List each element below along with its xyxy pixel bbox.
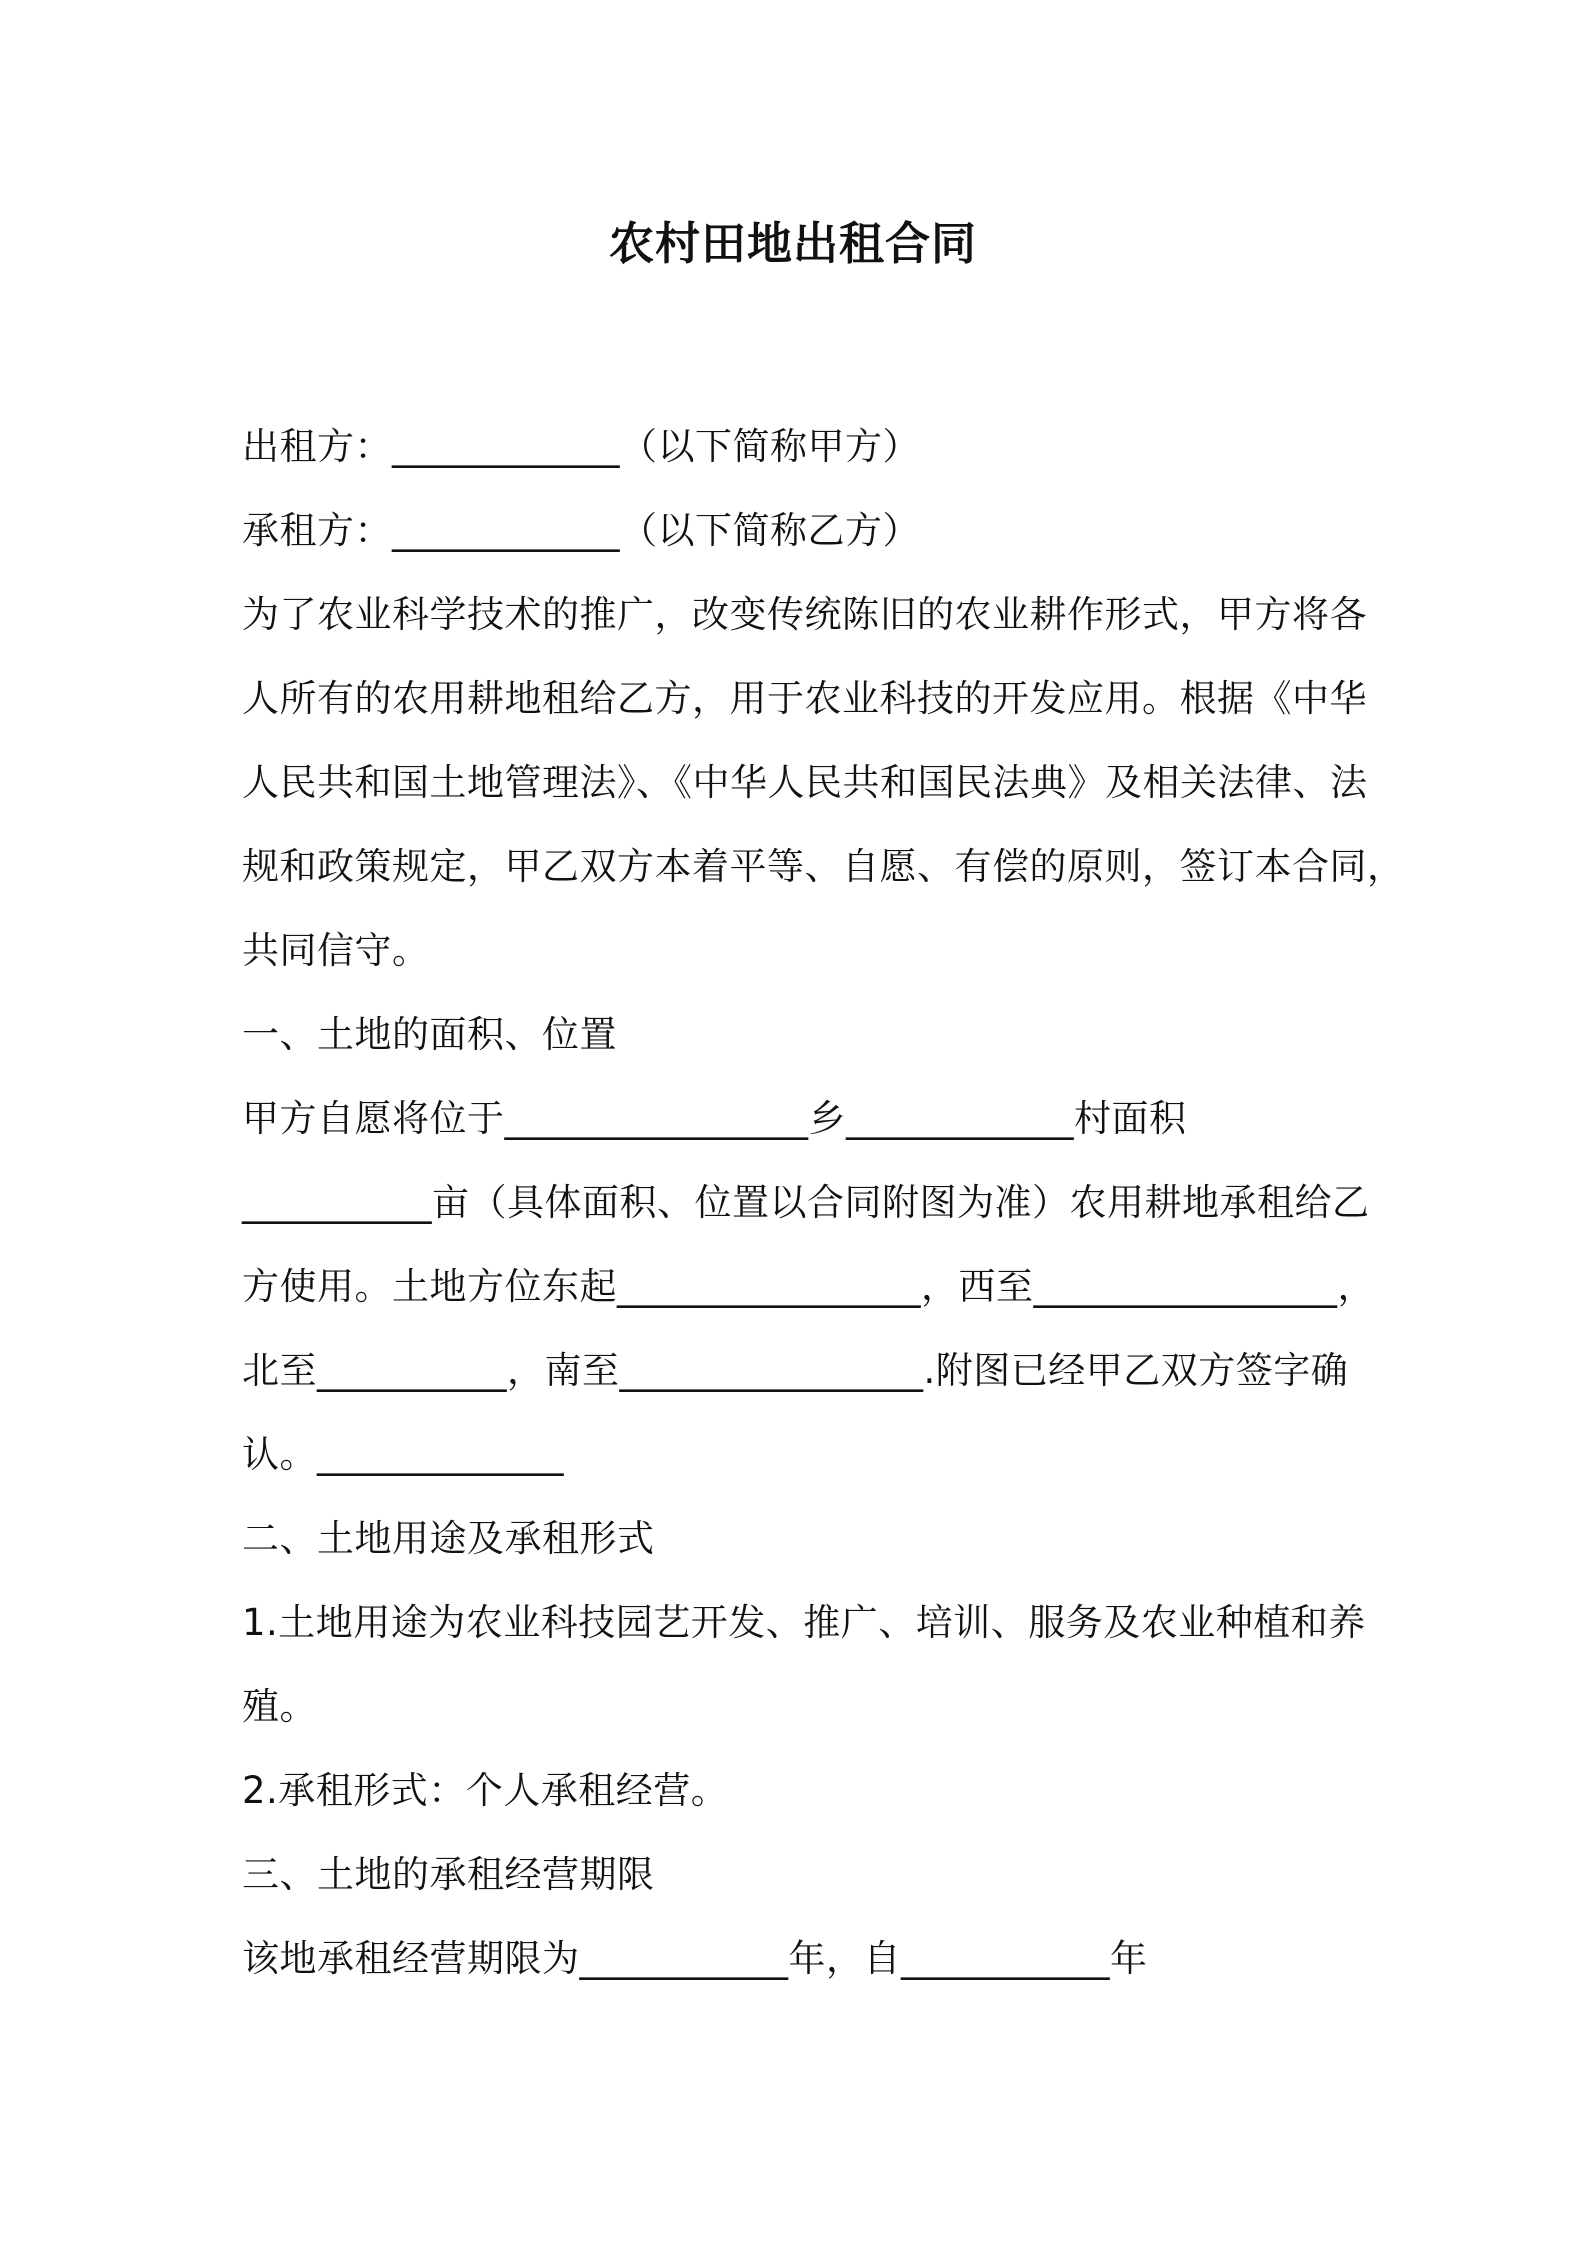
section-heading-1: 一、土地的面积、位置 — [242, 1013, 617, 1056]
section-1-line-3: 方使用。土地方位东起________________，西至________________， — [242, 1265, 1375, 1308]
section-1-line-1: 甲方自愿将位于________________乡____________村面积 — [242, 1097, 1187, 1140]
section-2-item-2: 2.承租形式：个人承租经营。 — [242, 1769, 729, 1812]
section-heading-2: 二、土地用途及承租形式 — [242, 1517, 655, 1560]
section-2-item-1-line-2: 殖。 — [242, 1685, 317, 1728]
section-1-line-5: 认。_____________ — [242, 1433, 564, 1476]
preamble-line-4: 规和政策规定，甲乙双方本着平等、自愿、有偿的原则，签订本合同， — [242, 845, 1405, 888]
section-heading-3: 三、土地的承租经营期限 — [242, 1853, 655, 1896]
preamble-line-5: 共同信守。 — [242, 929, 430, 972]
lessor-line: 出租方：____________（以下简称甲方） — [242, 425, 920, 468]
document-body — [242, 405, 1405, 2001]
preamble-line-1: 为了农业科学技术的推广，改变传统陈旧的农业耕作形式，甲方将各 — [242, 593, 1367, 636]
document-title: 农村田地出租合同 — [608, 217, 977, 270]
section-1-line-4: 北至__________，南至________________.附图已经甲乙双方签字确 — [242, 1349, 1349, 1392]
section-1-line-2: __________亩（具体面积、位置以合同附图为准）农用耕地承租给乙 — [242, 1181, 1370, 1224]
section-2-item-1-line-1: 1.土地用途为农业科技园艺开发、推广、培训、服务及农业种植和养 — [242, 1601, 1366, 1644]
lessee-line: 承租方：____________（以下简称乙方） — [242, 509, 920, 552]
preamble-line-2: 人所有的农用耕地租给乙方，用于农业科技的开发应用。根据《中华 — [242, 677, 1367, 720]
section-3-line-1: 该地承租经营期限为___________年，自___________年 — [242, 1937, 1148, 1980]
preamble-line-3: 人民共和国土地管理法》、《中华人民共和国民法典》及相关法律、法 — [242, 761, 1368, 804]
